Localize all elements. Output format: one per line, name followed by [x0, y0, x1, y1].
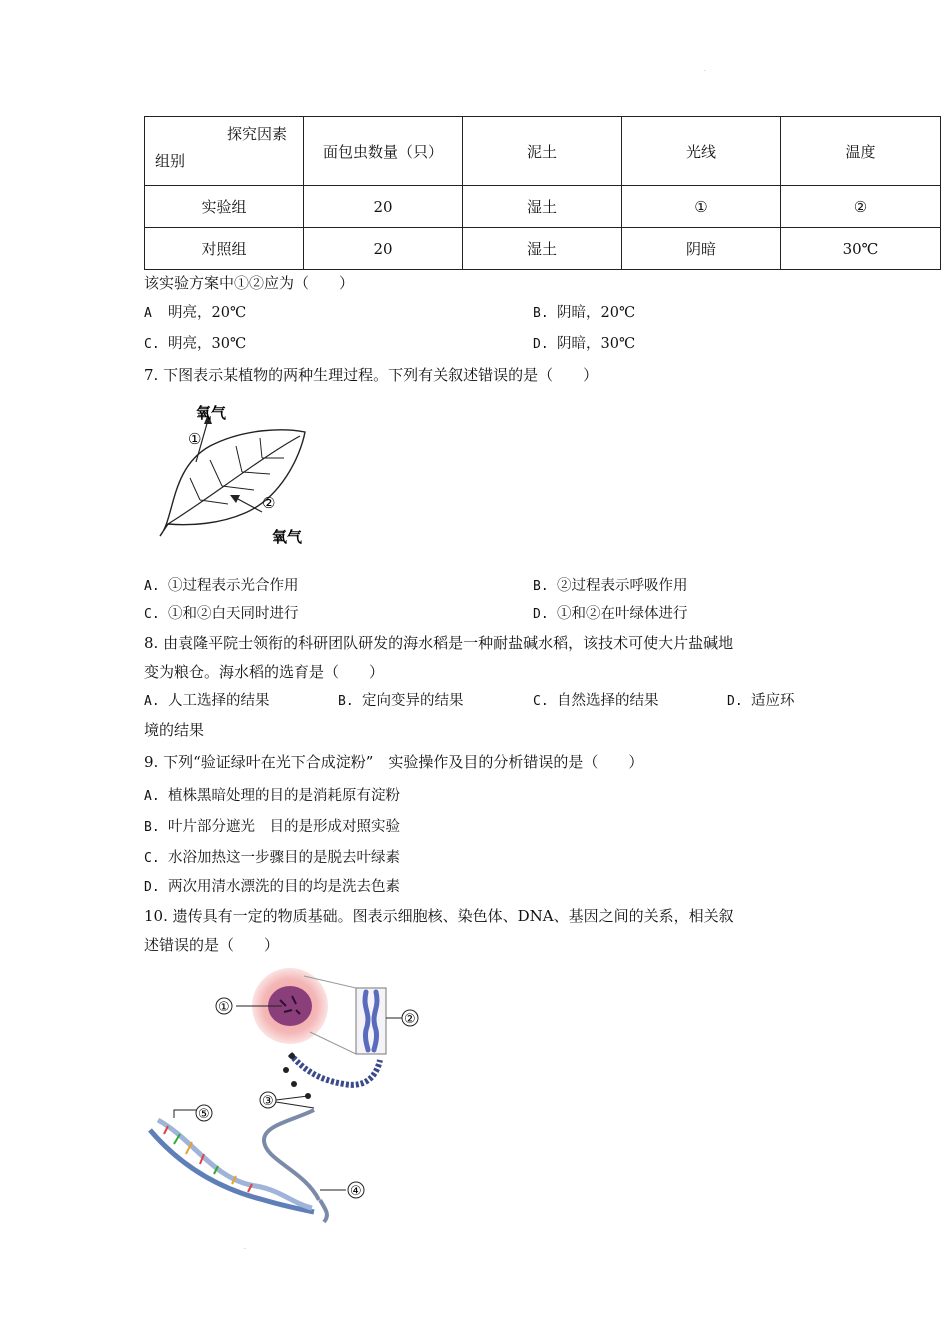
marker-2: ②: [404, 1012, 416, 1027]
header-count: 面包虫数量（只）: [304, 117, 463, 186]
pointer-3a: [276, 1096, 308, 1100]
marker-4: ④: [350, 1184, 362, 1199]
table-cell: ②: [781, 186, 941, 228]
q10-stem-line2: 述错误的是（ ）: [144, 936, 280, 954]
marker-1: ①: [218, 1000, 230, 1015]
q8-stem-line2: 变为粮仓。海水稻的选育是（ ）: [144, 663, 385, 681]
q10-stem-line1: 10. 遗传具有一定的物质基础。图表示细胞核、染色体、DNA、基因之间的关系，相关叙: [144, 907, 734, 925]
q8-option-b: B. 定向变异的结果: [338, 693, 464, 709]
table-cell: 20: [304, 186, 463, 228]
q7-option-c: C. ①和②白天同时进行: [144, 606, 299, 622]
diagonal-header-cell: [145, 117, 304, 186]
arrow-in: [236, 498, 262, 512]
q8-option-d-wrap: 境的结果: [144, 721, 205, 739]
header-factor: 探究因素: [226, 125, 287, 143]
label-oxygen-top: 氧气: [196, 404, 227, 422]
chromosome-box: [356, 988, 386, 1054]
table-cell: 20: [304, 228, 463, 270]
q7-option-d: D. ①和②在叶绿体进行: [533, 606, 688, 622]
q6-option-a: A 明亮，20℃: [144, 305, 247, 321]
header-group: 组别: [155, 152, 186, 170]
q9-option-b: B. 叶片部分遮光 目的是形成对照实验: [144, 819, 400, 835]
dna-end: [320, 1200, 327, 1222]
q6-option-b: B. 阴暗，20℃: [533, 305, 636, 321]
corner-mark: .: [704, 66, 706, 73]
mark-2: ②: [262, 494, 276, 512]
label-oxygen-bottom: 氧气: [272, 528, 303, 546]
q6-stem: 该实验方案中①②应为（ ）: [144, 274, 355, 292]
q8-option-c: C. 自然选择的结果: [533, 693, 659, 709]
q8-option-d: D. 适应环: [727, 693, 795, 709]
q8-stem-line1: 8. 由袁隆平院士领衔的科研团队研发的海水稻是一种耐盐碱水稻，该技术可使大片盐碱地: [144, 634, 734, 652]
table-cell: 对照组: [145, 228, 304, 270]
experiment-table: [144, 116, 941, 270]
q7-stem: 7. 下图表示某植物的两种生理过程。下列有关叙述错误的是（ ）: [144, 366, 599, 384]
table-cell: 阴暗: [622, 228, 781, 270]
table-row: [145, 186, 941, 228]
histone-2: [283, 1067, 289, 1073]
histone-1: [289, 1053, 295, 1059]
q9-option-a: A. 植株黑暗处理的目的是消耗原有淀粉: [144, 788, 400, 804]
coiled-chromatin: [290, 1054, 380, 1085]
table-cell: 湿土: [463, 228, 622, 270]
mark-1: ①: [188, 430, 202, 448]
q8-option-a: A. 人工选择的结果: [144, 693, 270, 709]
table-row: [145, 228, 941, 270]
q9-option-c: C. 水浴加热这一步骤目的是脱去叶绿素: [144, 850, 400, 866]
pointer-3b: [276, 1102, 314, 1108]
table-header-row: [145, 117, 941, 186]
header-light: 光线: [622, 117, 781, 186]
zoom-line-bottom: [310, 1032, 356, 1054]
q9-stem: 9. 下列“验证绿叶在光下合成淀粉” 实验操作及目的分析错误的是（ ）: [144, 753, 644, 771]
marker-5: ⑤: [198, 1107, 210, 1122]
q7-option-a: A. ①过程表示光合作用: [144, 578, 299, 594]
double-helix-strand-b: [158, 1120, 312, 1208]
table-cell: 实验组: [145, 186, 304, 228]
table-cell: ①: [622, 186, 781, 228]
q7-option-b: B. ②过程表示呼吸作用: [533, 578, 688, 594]
header-soil: 泥土: [463, 117, 622, 186]
q6-option-c: C. 明亮，30℃: [144, 336, 247, 352]
histone-3: [291, 1081, 297, 1087]
leaf-figure: [150, 398, 320, 548]
header-temperature: 温度: [781, 117, 941, 186]
q9-option-d: D. 两次用清水漂洗的目的均是洗去色素: [144, 879, 400, 895]
q6-option-d: D. 阴暗，30℃: [533, 336, 636, 352]
table-cell: 湿土: [463, 186, 622, 228]
marker-3: ③: [262, 1094, 274, 1109]
table-cell: 30℃: [781, 228, 941, 270]
genetics-figure: [144, 960, 434, 1230]
dna-loose-strand: [264, 1110, 319, 1200]
footer-mark: .: [244, 1244, 246, 1251]
leaf-midrib: [168, 436, 300, 524]
